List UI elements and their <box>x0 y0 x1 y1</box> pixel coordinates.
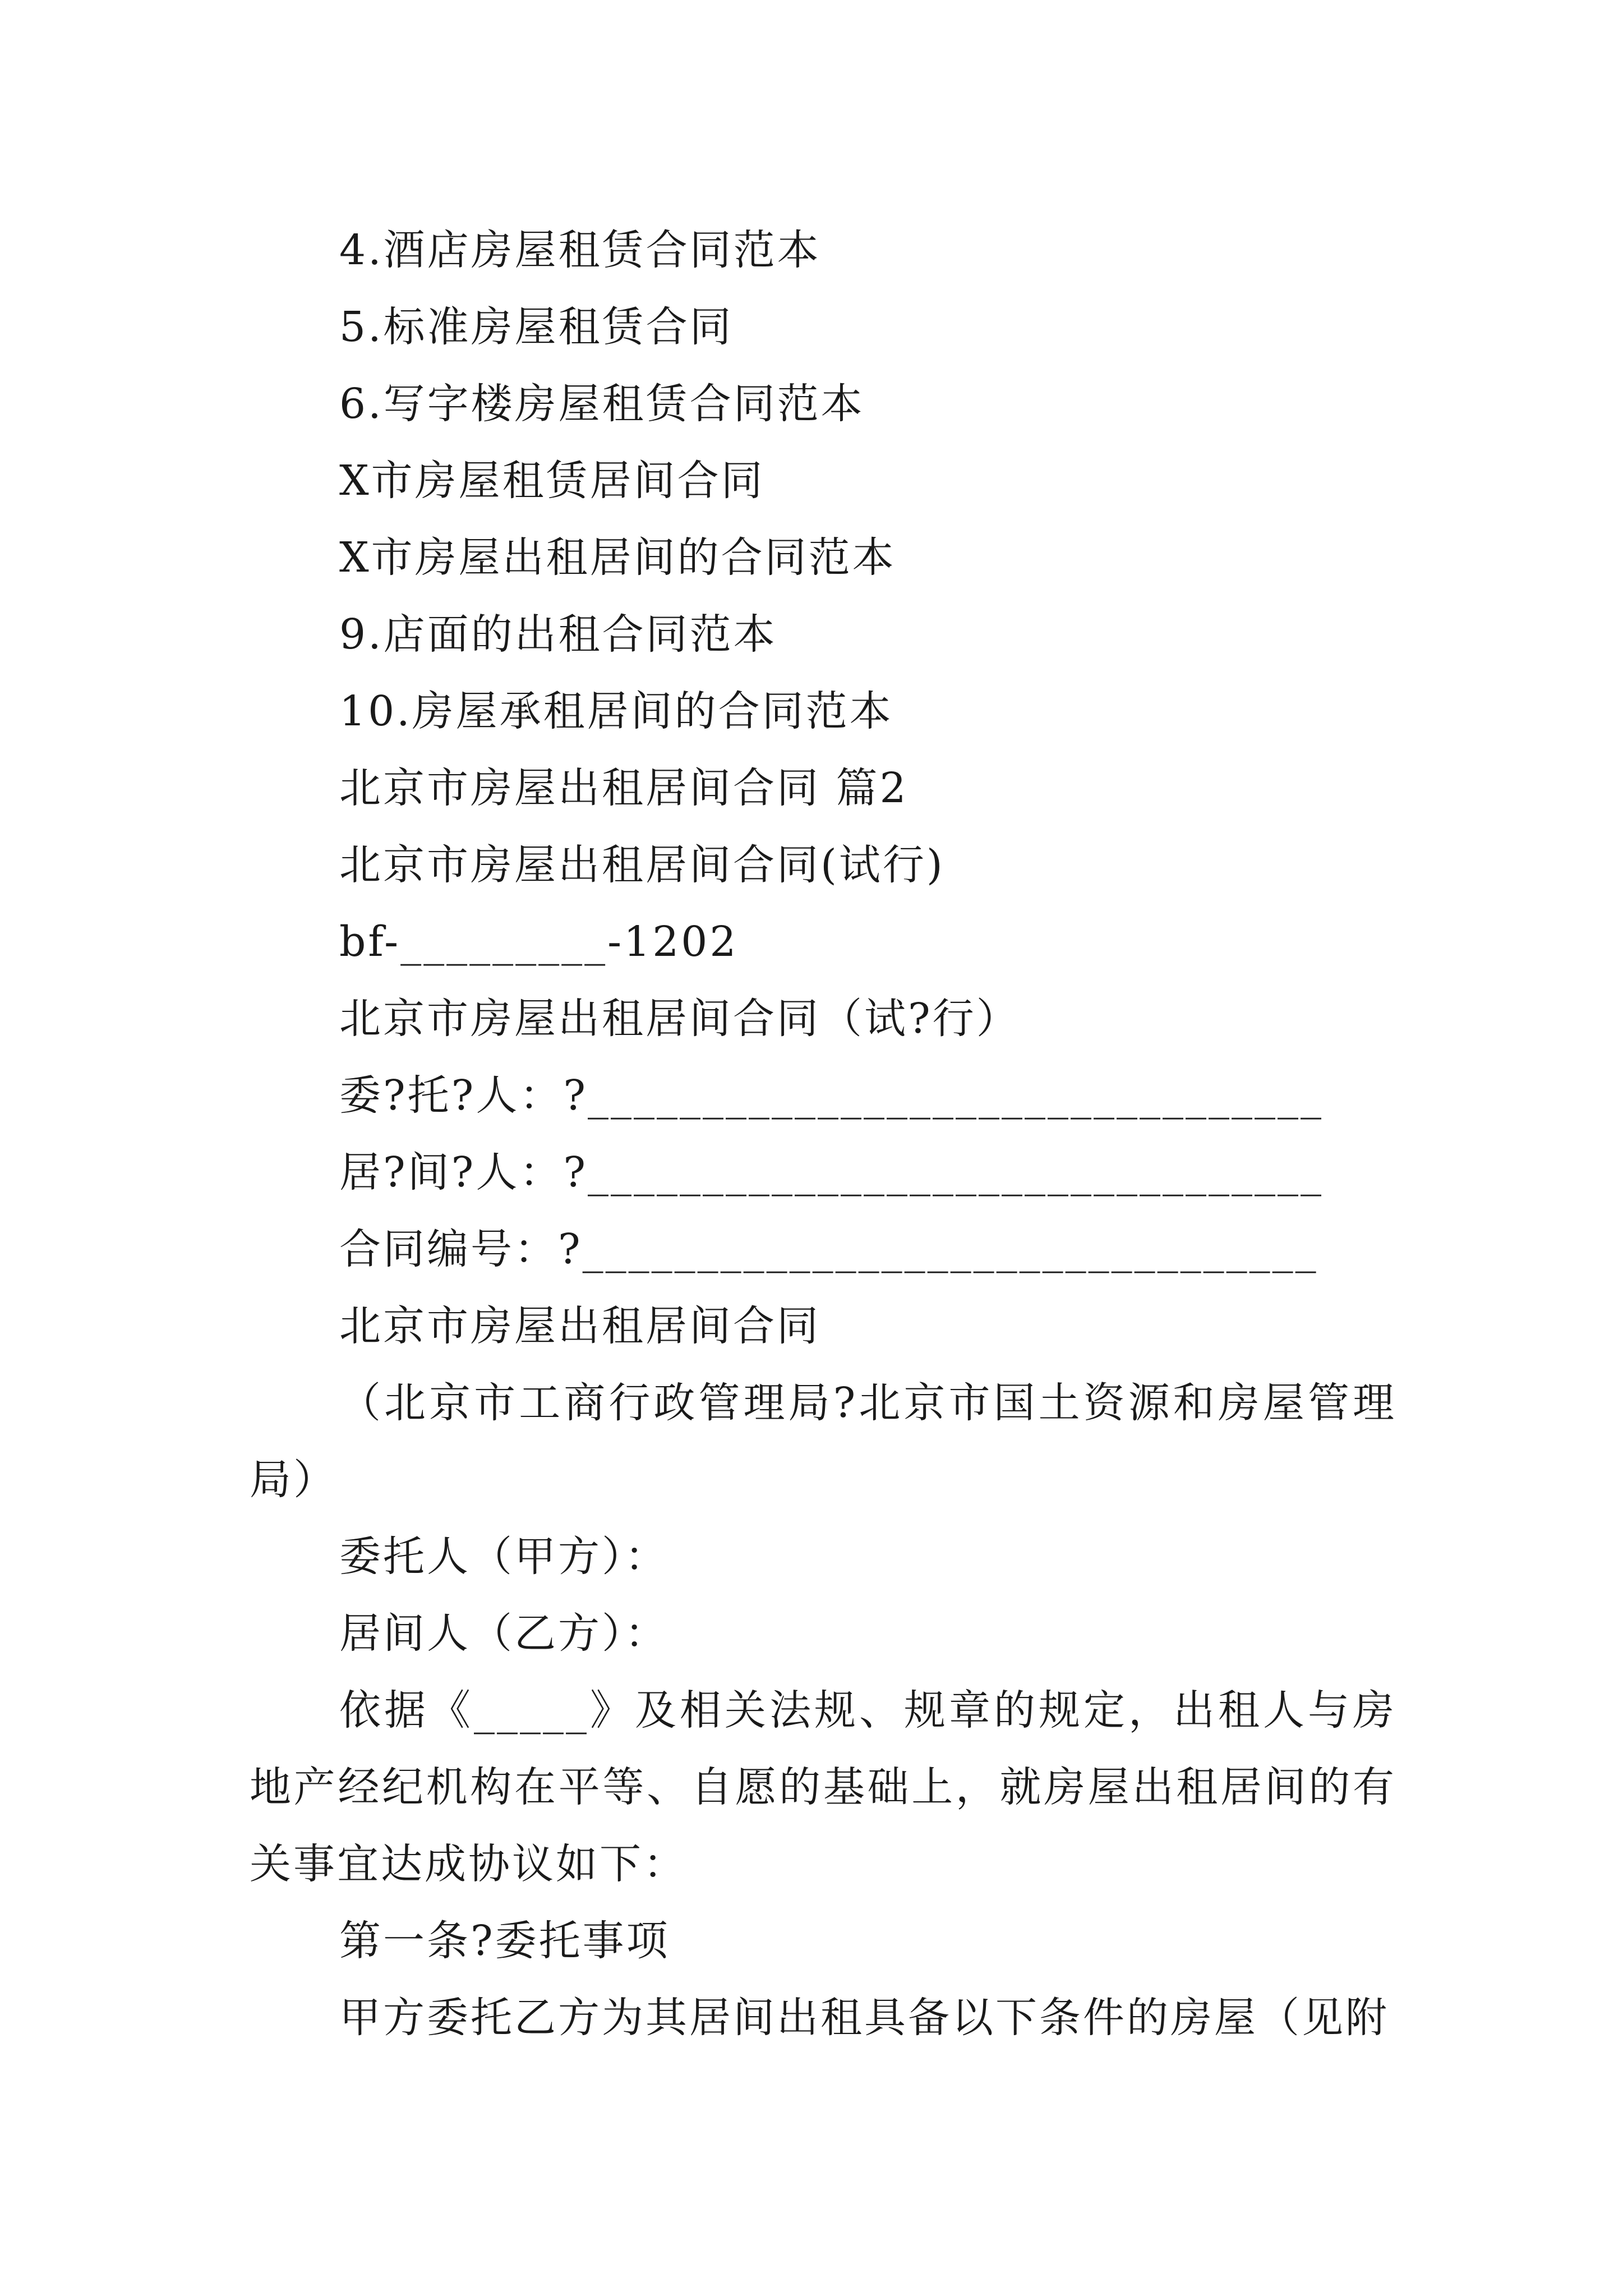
intermediary-field: 居?间?人：?________________________________ <box>339 1148 1324 1197</box>
document-body <box>250 212 1396 2056</box>
list-item: 9.店面的出租合同范本 <box>339 610 777 659</box>
contract-number-field: 合同编号：?________________________________ <box>339 1225 1318 1273</box>
contract-code: bf-_________-1202 <box>339 918 739 966</box>
list-item: 5.标准房屋租赁合同 <box>339 303 734 351</box>
list-item: X市房屋租赁居间合同 <box>339 457 765 505</box>
article-paragraph: 甲方委托乙方为其居间出租具备以下条件的房屋（见附 <box>339 1994 1389 2042</box>
list-item: 6.写字楼房屋租赁合同范本 <box>339 380 865 428</box>
contract-title-alt: 北京市房屋出租居间合同（试?行） <box>339 995 1020 1043</box>
article-heading: 第一条?委托事项 <box>339 1917 670 1965</box>
list-item: X市房屋出租居间的合同范本 <box>339 533 896 582</box>
contract-heading: 北京市房屋出租居间合同 <box>339 1302 820 1350</box>
party-a-label: 委托人（甲方）： <box>339 1533 668 1581</box>
list-item: 10.房屋承租居间的合同范本 <box>339 687 893 735</box>
party-b-label: 居间人（乙方）： <box>339 1609 668 1658</box>
contract-title: 北京市房屋出租居间合同(试行) <box>339 841 945 889</box>
list-item: 4.酒店房屋租赁合同范本 <box>339 226 821 274</box>
client-field: 委?托?人：?________________________________ <box>339 1071 1324 1120</box>
issuer-note: （北京市工商行政管理局?北京市国土资源和房屋管理局） <box>250 1379 1396 1504</box>
preamble-paragraph: 依据《_____》及相关法规、规章的规定，出租人与房地产经纪机构在平等、自愿的基础上，就房屋出租居间的有关事宜达成协议如下： <box>250 1686 1396 1888</box>
section-heading: 北京市房屋出租居间合同 篇2 <box>339 764 909 812</box>
